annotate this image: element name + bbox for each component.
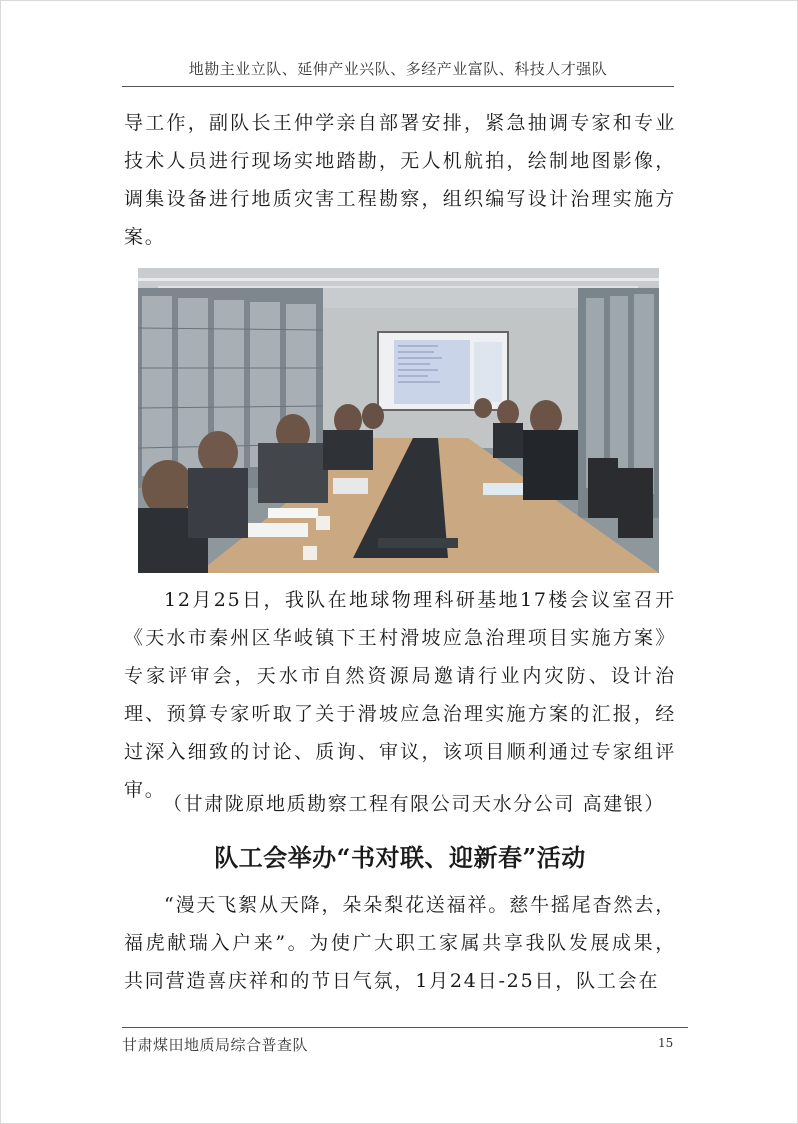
page-number: 15 xyxy=(658,1036,674,1050)
meeting-photo xyxy=(138,268,659,573)
paragraph-union-activity: “漫天飞絮从天降，朵朵梨花送福祥。慈牛摇尾杳然去，福虎献瑞入户来”。为使广大职工家属共享我队发展成果，共同营造喜庆祥和的节日气氛，1月24日-25日，队工会在 xyxy=(124,894,676,992)
footer-organization: 甘肃煤田地质局综合普查队 xyxy=(122,1036,309,1054)
paragraph-continued: 导工作，副队长王仲学亲自部署安排，紧急抽调专家和专业技术人员进行现场实地踏勘，无人机航拍，绘制地图影像，调集设备进行地质灾害工程勘察，组织编写设计治理实施方案。 xyxy=(124,112,676,248)
author-credit: （甘肃陇原地质勘察工程有限公司天水分公司 高建银） xyxy=(162,793,666,815)
section-title: 队工会举办“书对联、迎新春”活动 xyxy=(214,843,586,872)
running-header: 地勘主业立队、延伸产业兴队、多经产业富队、科技人才强队 xyxy=(188,60,608,78)
header-rule xyxy=(122,86,674,87)
footer-rule xyxy=(122,1027,688,1028)
paragraph-review-meeting: 12月25日，我队在地球物理科研基地17楼会议室召开《天水市秦州区华岐镇下王村滑坡应急治理项目实施方案》专家评审会，天水市自然资源局邀请行业内灾防、设计治理、预算专家听取了关于滑坡应急治理实施方案的汇报，经过深入细致的讨论、质询、审议，该项目顺利通过专家组评审。 xyxy=(124,589,676,801)
